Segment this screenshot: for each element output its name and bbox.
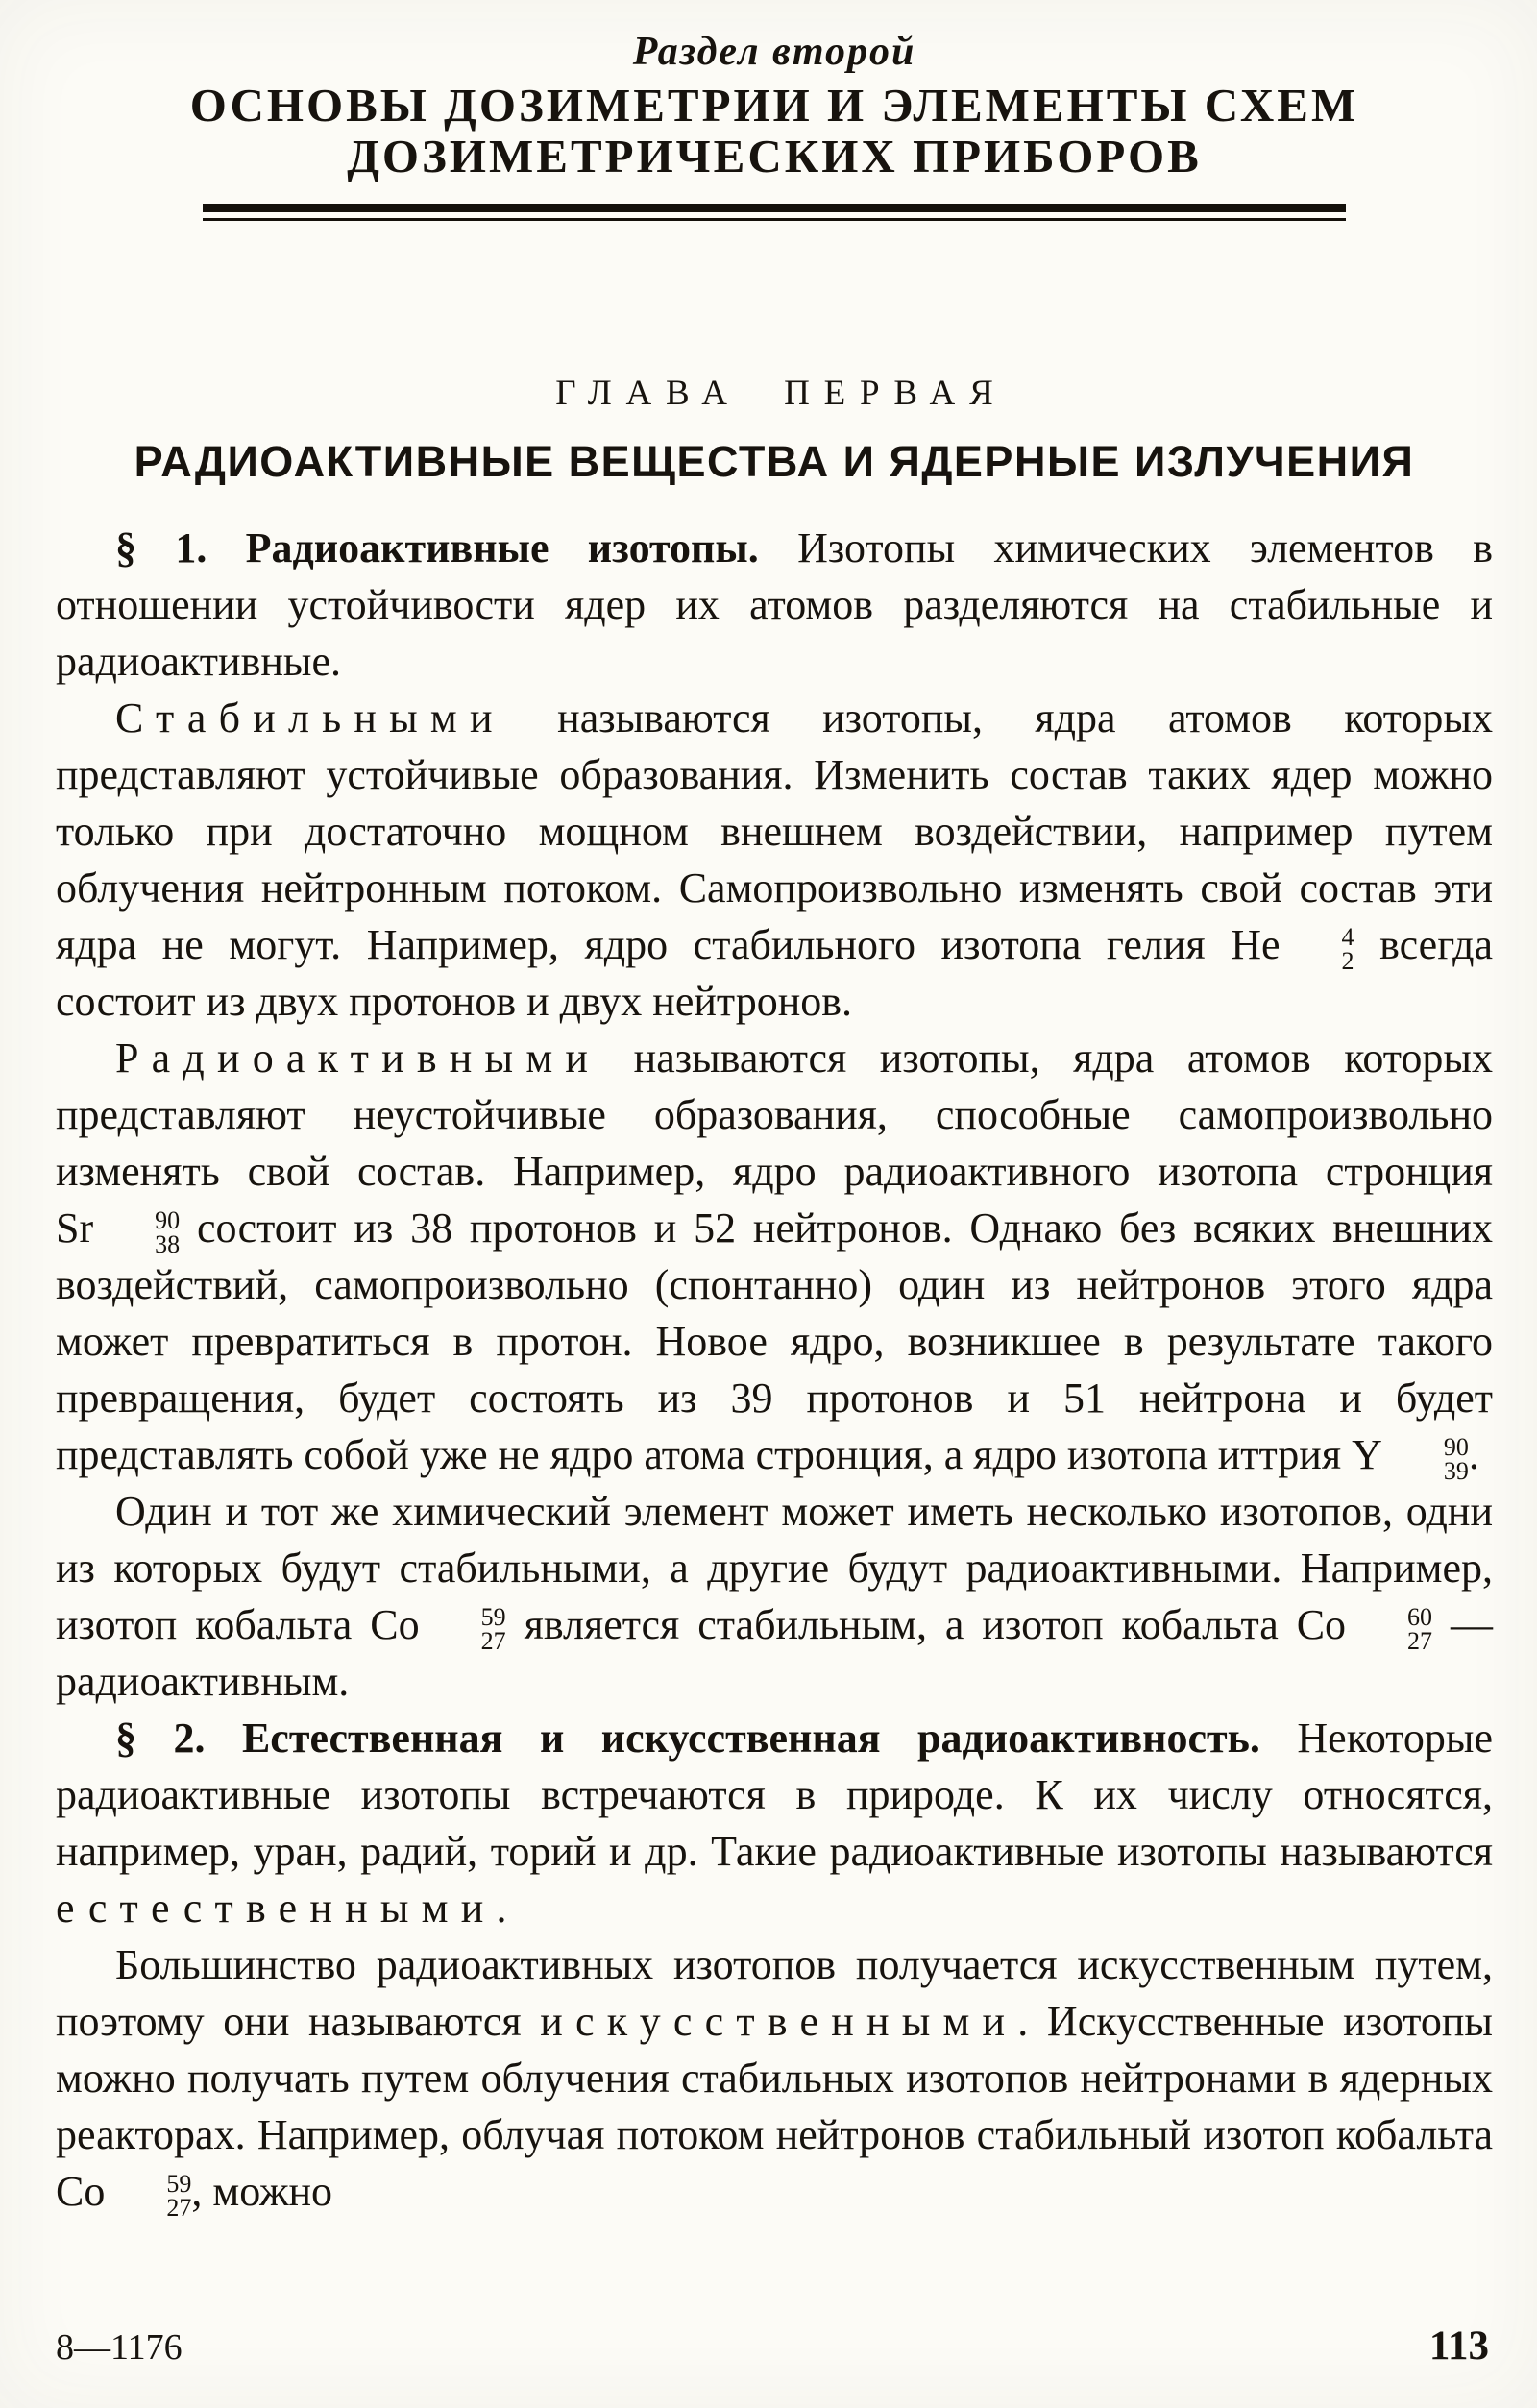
- isotope-notation: Co 59 27: [56, 2167, 192, 2222]
- divider-thin-line: [203, 218, 1346, 221]
- bold-lead-in: § 2. Естественная и искусственная радиоактивность.: [115, 1714, 1260, 1762]
- page-footer: [56, 2323, 1489, 2370]
- book-title-line2: ДОЗИМЕТРИЧЕСКИХ ПРИБОРОВ: [347, 129, 1202, 182]
- paragraph: Один и тот же химический элемент может иметь несколько изотопов, одни из которых будут стабильными, а другие будут радиоактивными. Например, изотоп кобальта Co 59 27 является стабильным, а изотоп кобальта Co 60 27 — радиоактивным.: [56, 1487, 1493, 1705]
- paragraph: § 1. Радиоактивные изотопы. Изотопы химических элементов в отношении устойчивости ядер их атомов разделяются на стабильные и радиоактивные.: [56, 523, 1494, 685]
- isotope-notation: Y 90 39: [1352, 1430, 1469, 1485]
- chapter-title: РАДИОАКТИВНЫЕ ВЕЩЕСТВА И ЯДЕРНЫЕ ИЗЛУЧЕНИЯ: [134, 436, 1415, 486]
- paragraph: Стабильными называются изотопы, ядра атомов которых представляют устойчивые образования. Изменить состав таких ядер можно только при достаточно мощном внешнем воздействии, например путем облучения нейтронным потоком. Самопроизвольно изменять свой состав эти ядра не могут. Например, ядро стабильного изотопа гелия He 4 2 всегда состоит из двух протонов и двух нейтронов.: [56, 693, 1493, 1025]
- isotope-notation: He 4 2: [1231, 920, 1354, 975]
- title-divider: [203, 204, 1346, 221]
- section-header: Раздел второй: [632, 30, 916, 74]
- print-signature: 8—1176: [56, 2327, 183, 2368]
- paragraph: Радиоактивными называются изотопы, ядра атомов которых представляют неустойчивые образования, способные самопроизвольно изменять свой состав. Например, ядро радиоактивного изотопа стронция Sr 90 38 состоит из 38 протонов и 52 нейтронов. Однако без всяких внешних воздействий, самопроизвольно (спонтанно) один из нейтронов этого ядра может превратиться в протон. Новое ядро, возникшее в результате такого превращения, будет состоять из 39 протонов и 51 нейтрона и будет представлять собой уже не ядро атома стронция, а ядро изотопа иттрия Y 90 39 .: [56, 1034, 1493, 1485]
- emphasized-spaced-word: Стабильными: [115, 693, 505, 742]
- paragraph: § 2. Естественная и искусственная радиоактивность. Некоторые радиоактивные изотопы встречаются в природе. К их числу относятся, например, уран, радий, торий и др. Такие радиоактивные изотопы называются естественными.: [56, 1714, 1493, 1932]
- body-text: [56, 520, 1493, 2220]
- bold-lead-in: § 1. Радиоактивные изотопы.: [115, 523, 759, 572]
- book-title-line1: ОСНОВЫ ДОЗИМЕТРИИ И ЭЛЕМЕНТЫ СХЕМ: [189, 79, 1359, 132]
- isotope-notation: Co 60 27: [1296, 1600, 1433, 1655]
- emphasized-spaced-word: естественными: [56, 1884, 497, 1932]
- book-title: [56, 81, 1493, 182]
- page-number: 113: [1428, 2323, 1489, 2369]
- emphasized-spaced-word: Радиоактивными: [115, 1034, 601, 1082]
- emphasized-spaced-word: искусственными: [540, 1997, 1018, 2045]
- isotope-notation: Sr 90 38: [56, 1204, 181, 1258]
- isotope-notation: Co 59 27: [370, 1600, 506, 1655]
- divider-thick-line: [203, 204, 1346, 212]
- chapter-kicker: ГЛАВА ПЕРВАЯ: [555, 373, 1008, 413]
- paragraph: Большинство радиоактивных изотопов получается искусственным путем, поэтому они называются искусственными. Искусственные изотопы можно получать путем облучения стабильных изотопов нейтронами в ядерных реакторах. Например, облучая потоком нейтронов стабильный изотоп кобальта Co 59 27 , можно: [56, 1940, 1493, 2222]
